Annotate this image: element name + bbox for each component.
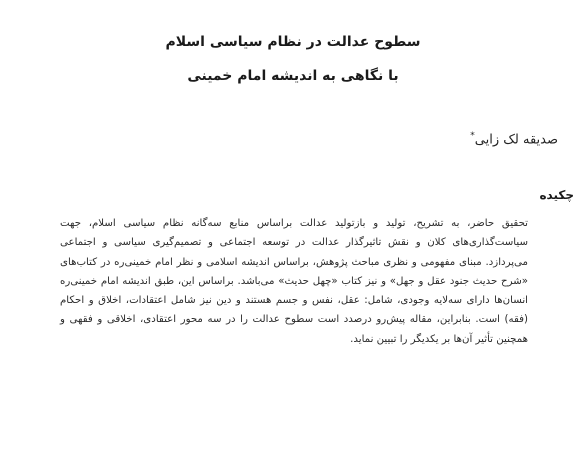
author-footnote-mark: * <box>470 131 475 141</box>
article-title-line-1: سطوح عدالت در نظام سیاسی اسلام <box>165 34 421 50</box>
author-name-block <box>470 131 558 147</box>
abstract-heading: چکیده <box>539 188 574 202</box>
abstract-body: تحقیق حاضر، به تشریح، تولید و بازتولید عدالت براساس منابع سه‌گانه نظام سیاسی اسلام، جهت سیاست‌گذاری‌های کلان و نقش تاثیرگذار عدالت در توسعه اجتماعی و تصمیم‌گیری سیاسی و اجتماعی می‌پردازد. مبنای مفهومی و نظری مباحث پژوهش، براساس اندیشه اسلامی و نظر امام خمینی‌ره در کتاب‌های «شرح حدیث جنود عقل و جهل» و نیز کتاب «چهل حدیث» می‌باشد. براساس این، طبق اندیشه امام خمینی‌ره انسان‌ها دارای سه‌لایه وجودی، شامل: عقل، نفس و جسم هستند و دین نیز شامل اعتقادات، اخلاق و احکام (فقه) است. بنابراین، مقاله پیش‌رو درصدد است سطوح عدالت را در سه محور اعتقادی، اخلاقی و فقهی و همچنین تأثیر آن‌ها بر یکدیگر را تبیین نماید. <box>60 218 528 345</box>
author-name: صدیقه لک زایی <box>474 132 558 148</box>
article-title-line-2: با نگاهی به اندیشه امام خمینی <box>187 68 399 84</box>
